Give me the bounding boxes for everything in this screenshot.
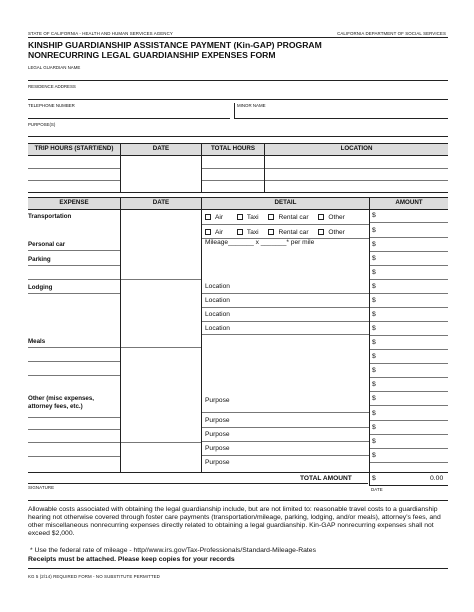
agency-text: STATE OF CALIFORNIA - HEALTH AND HUMAN SERVICES AGENCY	[28, 31, 173, 36]
amount-row-line	[370, 448, 448, 449]
amount-dollar-sign[interactable]: $	[372, 212, 376, 219]
other-purpose-1: Purpose	[205, 397, 230, 404]
amount-row-line	[370, 363, 448, 364]
air-checkbox[interactable]: Air	[205, 214, 223, 221]
meals-label: Meals	[28, 338, 46, 345]
amount-row-line	[370, 222, 448, 223]
transportation-label: Transportation	[28, 213, 72, 220]
receipts-note: Receipts must be attached. Please keep copies for your records	[28, 556, 235, 563]
legal-guardian-name-label: LEGAL GUARDIAN NAME	[28, 65, 81, 70]
amount-header: AMOUNT	[395, 199, 423, 206]
residence-address-field[interactable]	[28, 84, 448, 100]
amount-dollar-sign[interactable]: $	[372, 381, 376, 388]
amount-dollar-sign[interactable]: $	[372, 227, 376, 234]
amount-dollar-sign[interactable]: $	[372, 339, 376, 346]
air-checkbox-2[interactable]: Air	[205, 229, 223, 236]
amount-dollar-sign[interactable]: $	[372, 269, 376, 276]
amount-dollar-sign[interactable]: $	[372, 353, 376, 360]
amount-dollar-sign[interactable]: $	[372, 367, 376, 374]
other-purpose-5: Purpose	[205, 459, 230, 466]
lodging-label: Lodging	[28, 284, 53, 291]
other-purpose-4: Purpose	[205, 445, 230, 452]
lodging-location-4: Location	[205, 325, 230, 332]
amount-row-line	[370, 405, 448, 406]
amount-row-line	[370, 462, 448, 463]
amount-row-line	[370, 307, 448, 308]
trip-date-header: DATE	[152, 145, 170, 152]
amount-dollar-sign[interactable]: $	[372, 438, 376, 445]
amount-dollar-sign[interactable]: $	[372, 424, 376, 431]
taxi-checkbox-2[interactable]: Taxi	[237, 229, 259, 236]
amount-dollar-sign[interactable]: $	[372, 410, 376, 417]
signature-field[interactable]	[28, 490, 368, 500]
minor-name-field[interactable]	[234, 103, 448, 119]
purpose-field[interactable]	[28, 122, 448, 137]
purpose-label: PURPOSE(S)	[28, 122, 56, 127]
expense-header: EXPENSE	[59, 199, 89, 206]
amount-row-line	[370, 293, 448, 294]
total-dollar-sign: $	[372, 475, 376, 482]
minor-name-label: MINOR NAME	[237, 103, 266, 108]
mileage-text[interactable]: Mileage_______ x _______* per mile	[205, 239, 315, 246]
amount-row-line	[370, 321, 448, 322]
amount-dollar-sign[interactable]: $	[372, 283, 376, 290]
amount-row-line	[370, 265, 448, 266]
header-rule	[28, 37, 448, 38]
amount-dollar-sign[interactable]: $	[372, 241, 376, 248]
other-purpose-3: Purpose	[205, 431, 230, 438]
lodging-location-3: Location	[205, 311, 230, 318]
parking-label: Parking	[28, 256, 51, 263]
amount-dollar-sign[interactable]: $	[372, 255, 376, 262]
rental-car-checkbox-2[interactable]: Rental car	[268, 229, 308, 236]
amount-dollar-sign[interactable]: $	[372, 311, 376, 318]
trip-hours-header: TRIP HOURS (START/END)	[34, 145, 114, 152]
amount-dollar-sign[interactable]: $	[372, 395, 376, 402]
total-hours-header: TOTAL HOURS	[211, 145, 255, 152]
amount-row-line	[370, 377, 448, 378]
other-transport-checkbox[interactable]: Other	[318, 214, 345, 221]
transport-options-row2	[205, 229, 345, 236]
date-field[interactable]	[369, 492, 448, 500]
amount-row-line	[370, 335, 448, 336]
amount-row-line	[370, 237, 448, 238]
lodging-location-1: Location	[205, 283, 230, 290]
form-title-line1: KINSHIP GUARDIANSHIP ASSISTANCE PAYMENT (Kin-GAP) PROGRAM	[28, 40, 322, 50]
telephone-number-field[interactable]	[28, 103, 230, 119]
amount-dollar-sign[interactable]: $	[372, 325, 376, 332]
amount-row-line	[370, 279, 448, 280]
total-amount-value[interactable]: 0.00	[430, 475, 444, 482]
date-label: DATE	[371, 487, 383, 492]
amount-row-line	[370, 420, 448, 421]
detail-header: DETAIL	[274, 199, 297, 206]
location-header: LOCATION	[340, 145, 373, 152]
signature-label: SIGNATURE	[28, 485, 55, 490]
department-text: CALIFORNIA DEPARTMENT OF SOCIAL SERVICES	[337, 31, 446, 36]
expense-date-header: DATE	[152, 199, 170, 206]
lodging-location-2: Location	[205, 297, 230, 304]
amount-row-line	[370, 251, 448, 252]
legal-guardian-name-field[interactable]	[28, 65, 448, 81]
amount-dollar-sign[interactable]: $	[372, 452, 376, 459]
transport-options-row1	[205, 214, 345, 221]
mileage-rate-note: * Use the federal rate of mileage - http//www.irs.gov/Tax-Professionals/Standard-Mileage-Rates	[30, 547, 316, 554]
amount-row-line	[370, 434, 448, 435]
telephone-number-label: TELEPHONE NUMBER	[28, 103, 75, 108]
other-expenses-label: Other (misc expenses, attorney fees, etc.)	[28, 395, 95, 410]
amount-row-line	[370, 391, 448, 392]
allowable-costs-paragraph: Allowable costs associated with obtaining the legal guardianship include, but are not limited to: reasonable travel costs to a guardianship hearing not otherwise covered through foster care payments (transportation/mileage, parking, lodging, and/or meals), attorney's fees, and other miscellaneous nonrecurring expenses directly related to obtaining a legal guardianship. Kin-GAP nonrecurring expenses shall not exceed $2,000.	[28, 506, 441, 538]
other-purpose-2: Purpose	[205, 417, 230, 424]
personal-car-label: Personal car	[28, 241, 66, 248]
other-transport-checkbox-2[interactable]: Other	[318, 229, 345, 236]
taxi-checkbox[interactable]: Taxi	[237, 214, 259, 221]
amount-dollar-sign[interactable]: $	[372, 297, 376, 304]
form-title-line2: NONRECURRING LEGAL GUARDIANSHIP EXPENSES FORM	[28, 50, 276, 60]
rental-car-checkbox[interactable]: Rental car	[268, 214, 308, 221]
form-id-footer: KG 5 (2/14) REQUIRED FORM - NO SUBSTITUTE PERMITTED	[28, 574, 160, 579]
total-amount-label: TOTAL AMOUNT	[300, 475, 352, 482]
residence-address-label: RESIDENCE ADDRESS	[28, 84, 76, 89]
amount-row-line	[370, 349, 448, 350]
